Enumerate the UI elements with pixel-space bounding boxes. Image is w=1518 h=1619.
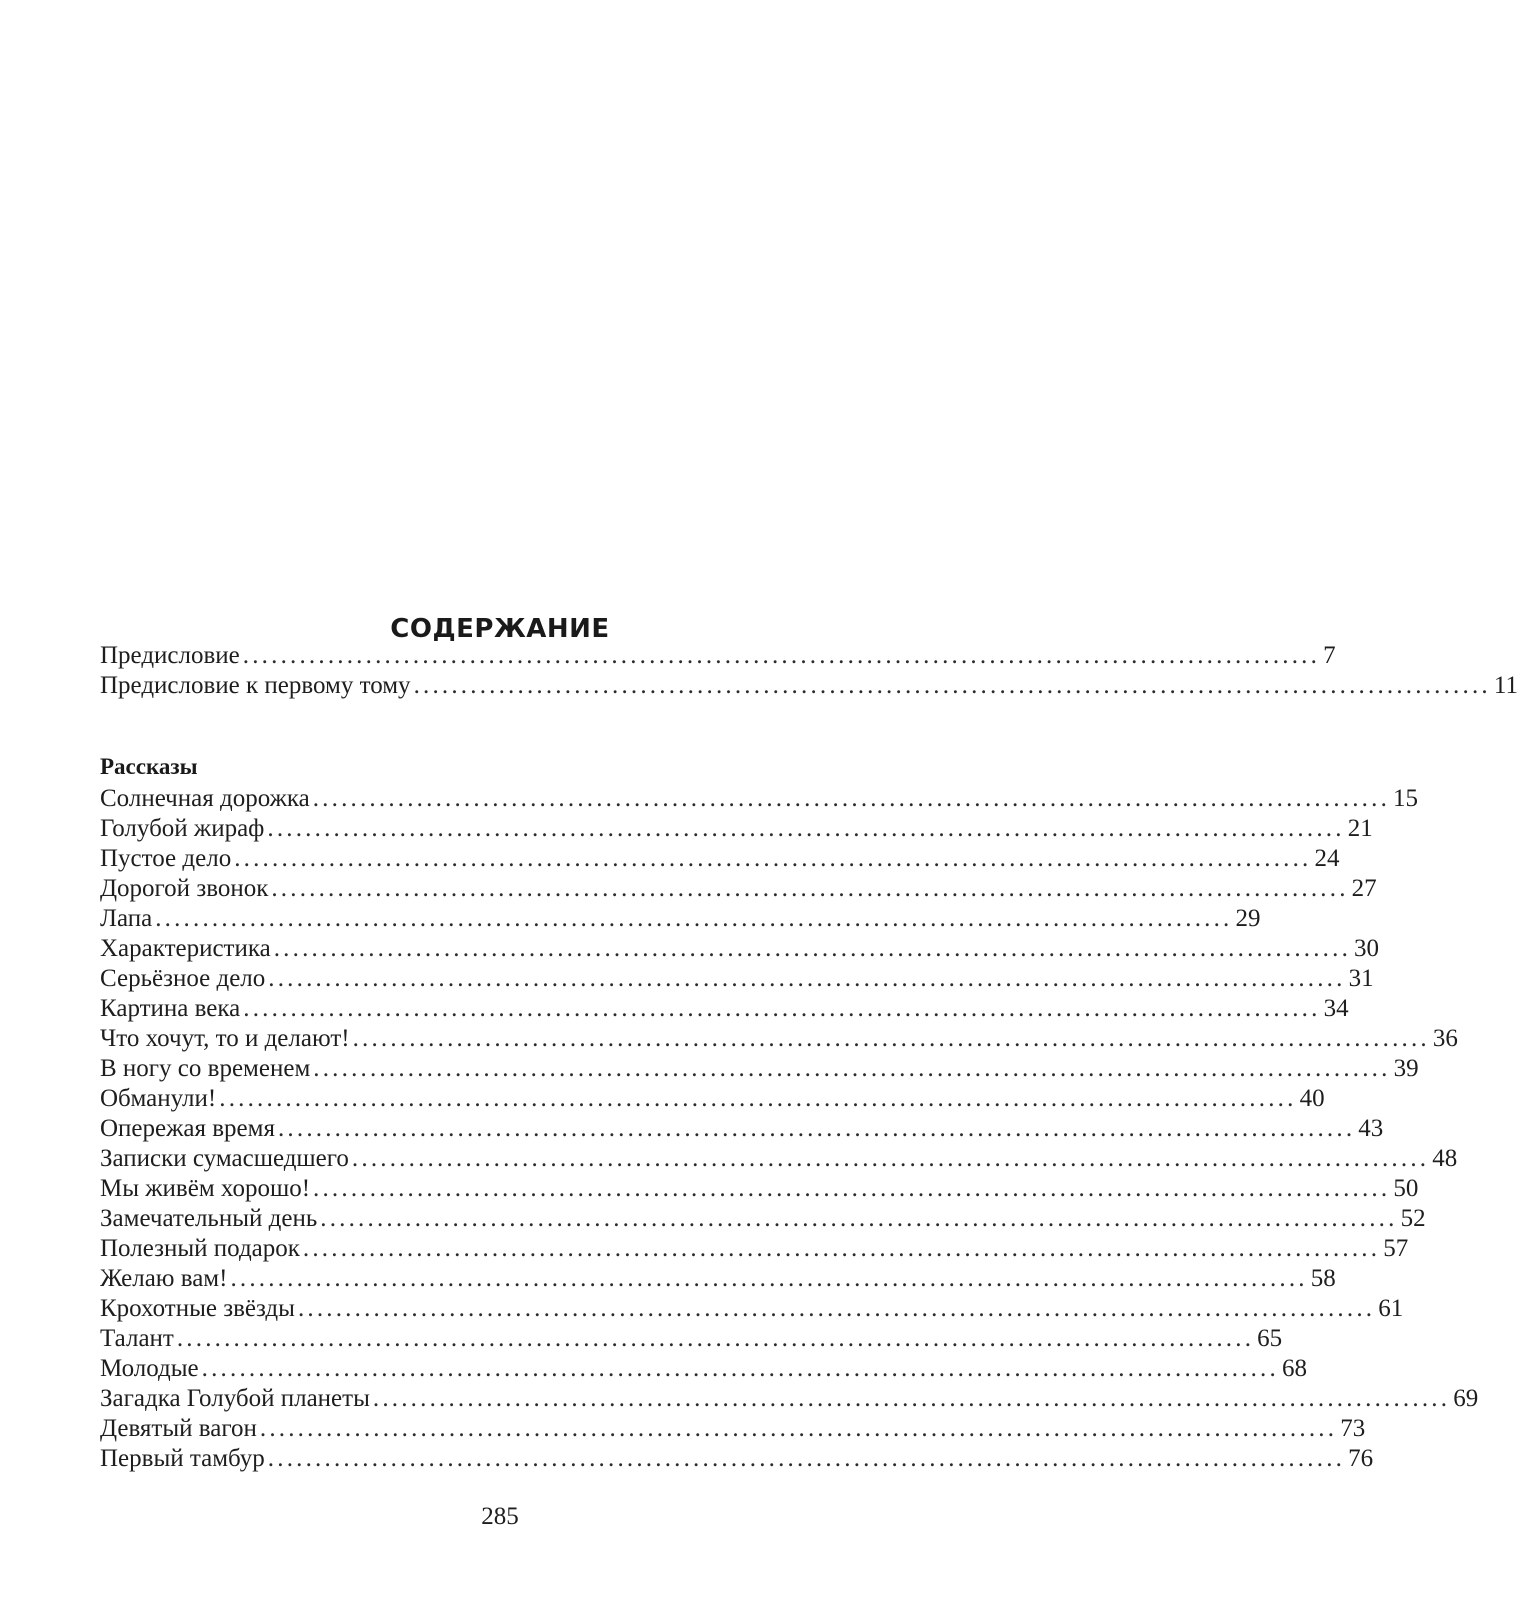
toc-leader-dots: .................................................................................................................. — [297, 1295, 1376, 1322]
toc-leader-dots: .................................................................................................................. — [372, 1385, 1451, 1412]
toc-entry-page: 31 — [1348, 965, 1374, 992]
toc-entry-page: 65 — [1257, 1325, 1283, 1352]
toc-leader-dots: .................................................................................................................. — [320, 1205, 1398, 1232]
section-heading-stories: Рассказы — [100, 754, 198, 779]
toc-leader-dots: .................................................................................................................. — [230, 1265, 1308, 1292]
toc-leader-dots: .................................................................................................................. — [155, 905, 1233, 932]
toc-entry — [100, 1054, 1419, 1084]
toc-leader-dots: .................................................................................................................. — [352, 1025, 1430, 1052]
toc-entry-foreword — [100, 641, 1336, 671]
toc-entry-page: 27 — [1351, 875, 1377, 902]
toc-entry-page: 68 — [1281, 1355, 1307, 1382]
toc-entry-page: 15 — [1393, 785, 1419, 812]
toc-entry — [100, 1084, 1325, 1114]
toc-entry — [100, 934, 1380, 964]
toc-entry-page: 7 — [1323, 642, 1336, 669]
toc-leader-dots: .................................................................................................................. — [302, 1235, 1381, 1262]
toc-entry-title: Загадка Голубой планеты — [100, 1385, 370, 1412]
toc-entry-title: Опережая время — [100, 1115, 275, 1142]
page-title: СОДЕРЖАНИЕ — [390, 614, 610, 645]
toc-entry-page: 21 — [1347, 815, 1373, 842]
toc-entry — [100, 1294, 1404, 1324]
toc-leader-dots: .................................................................................................................. — [351, 1145, 1430, 1172]
toc-entry-title: Первый тамбур — [100, 1445, 265, 1472]
toc-entry-title: Девятый вагон — [100, 1415, 257, 1442]
toc-entry-page: 57 — [1383, 1235, 1409, 1262]
toc-entry — [100, 964, 1374, 994]
toc-entry-page: 39 — [1393, 1055, 1419, 1082]
toc-entry-page: 36 — [1432, 1025, 1458, 1052]
toc-entry — [100, 1024, 1458, 1054]
toc-leader-dots: .................................................................................................................. — [267, 1445, 1346, 1472]
toc-entry-title: Записки сумасшедшего — [100, 1145, 349, 1172]
toc-leader-dots: .................................................................................................................. — [413, 672, 1491, 699]
toc-entry-title: Дорогой звонок — [100, 875, 269, 902]
toc-leader-dots: .................................................................................................................. — [219, 1085, 1297, 1112]
toc-entry-title: Мы живём хорошо! — [100, 1175, 311, 1202]
toc-entry-title: Предисловие — [100, 642, 240, 669]
toc-entry-title: Характеристика — [100, 935, 271, 962]
toc-leader-dots: .................................................................................................................. — [176, 1325, 1255, 1352]
toc-entry-title: Голубой жираф — [100, 815, 265, 842]
toc-entry-page: 11 — [1493, 672, 1518, 699]
toc-leader-dots: .................................................................................................................. — [201, 1355, 1279, 1382]
toc-leader-dots: .................................................................................................................. — [259, 1415, 1338, 1442]
toc-leader-dots: .................................................................................................................. — [267, 815, 1345, 842]
toc-entry-title: Молодые — [100, 1355, 199, 1382]
toc-entry — [100, 1234, 1409, 1264]
toc-entry-page: 30 — [1354, 935, 1380, 962]
toc-entry-title: Полезный подарок — [100, 1235, 300, 1262]
toc-leader-dots: .................................................................................................................. — [313, 1175, 1391, 1202]
toc-entry-foreword-vol1 — [100, 671, 1518, 701]
toc-entry-page: 76 — [1348, 1445, 1374, 1472]
toc-entry-page: 43 — [1358, 1115, 1384, 1142]
toc-entry-page: 34 — [1323, 995, 1349, 1022]
toc-entry — [100, 1414, 1366, 1444]
toc-entry-title: В ногу со временем — [100, 1055, 311, 1082]
toc-leader-dots: .................................................................................................................. — [313, 1055, 1391, 1082]
toc-entry — [100, 844, 1340, 874]
toc-entry-page: 52 — [1400, 1205, 1426, 1232]
toc-entry-page: 61 — [1378, 1295, 1404, 1322]
page-number: 285 — [481, 1503, 519, 1530]
toc-entry — [100, 1174, 1419, 1204]
toc-leader-dots: .................................................................................................................. — [243, 995, 1321, 1022]
toc-entry — [100, 1384, 1479, 1414]
toc-leader-dots: .................................................................................................................. — [268, 965, 1346, 992]
toc-entry-title: Картина века — [100, 995, 241, 1022]
toc-entry-title: Что хочут, то и делают! — [100, 1025, 350, 1052]
toc-entry — [100, 904, 1261, 934]
toc-leader-dots: .................................................................................................................. — [273, 935, 1352, 962]
toc-entry-title: Крохотные звёзды — [100, 1295, 295, 1322]
toc-entry — [100, 1444, 1374, 1474]
toc-entry-page: 73 — [1340, 1415, 1366, 1442]
toc-entry-page: 29 — [1235, 905, 1261, 932]
toc-leader-dots: .................................................................................................................. — [312, 785, 1391, 812]
toc-entry-title: Солнечная дорожка — [100, 785, 310, 812]
toc-entry-title: Лапа — [100, 905, 153, 932]
toc-entry-title: Пустое дело — [100, 845, 232, 872]
toc-entry — [100, 994, 1349, 1024]
toc-entry-page: 58 — [1310, 1265, 1336, 1292]
toc-leader-dots: .................................................................................................................. — [277, 1115, 1356, 1142]
toc-entry-title: Серьёзное дело — [100, 965, 266, 992]
toc-entry-page: 24 — [1314, 845, 1340, 872]
toc-entry — [100, 1144, 1458, 1174]
toc-entry — [100, 1264, 1336, 1294]
toc-leader-dots: .................................................................................................................. — [234, 845, 1312, 872]
toc-entry — [100, 1354, 1307, 1384]
toc-entry — [100, 1114, 1384, 1144]
toc-entry-title: Талант — [100, 1325, 174, 1352]
toc-entry-page: 69 — [1453, 1385, 1479, 1412]
toc-leader-dots: .................................................................................................................. — [242, 642, 1321, 669]
toc-entry-title: Желаю вам! — [100, 1265, 228, 1292]
toc-entry — [100, 814, 1373, 844]
toc-entry-title: Предисловие к первому тому — [100, 672, 411, 699]
toc-entry — [100, 1204, 1426, 1234]
toc-entry — [100, 1324, 1283, 1354]
toc-leader-dots: .................................................................................................................. — [271, 875, 1349, 902]
toc-entry — [100, 874, 1377, 904]
toc-entry-title: Замечательный день — [100, 1205, 318, 1232]
toc-entry-page: 50 — [1393, 1175, 1419, 1202]
toc-entry-title: Обманули! — [100, 1085, 217, 1112]
toc-entry-page: 48 — [1432, 1145, 1458, 1172]
toc-entry-page: 40 — [1299, 1085, 1325, 1112]
toc-entry — [100, 784, 1419, 814]
